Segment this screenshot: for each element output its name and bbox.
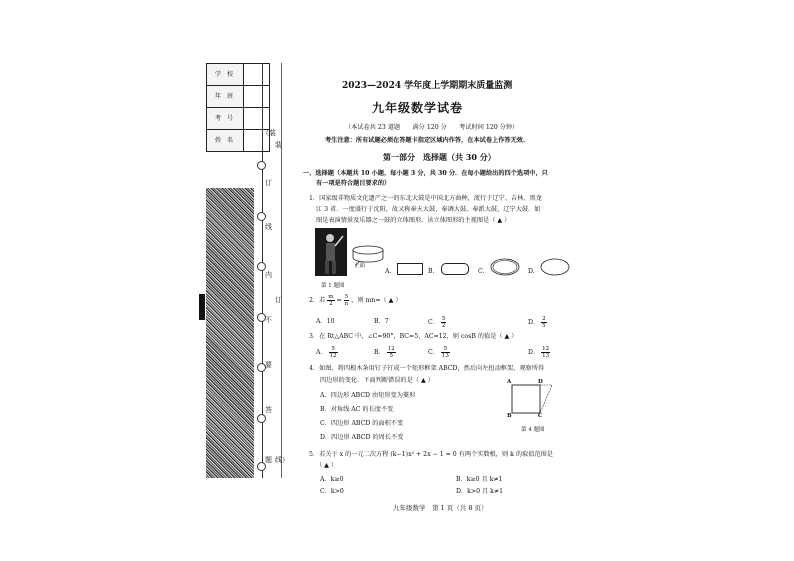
- q4-point-d: D: [538, 379, 543, 385]
- q3-option-a: [316, 346, 338, 359]
- q2-option-a: A．10: [316, 318, 335, 325]
- exam-meta: （本试卷共 23 道题 满分 120 分 考试时间 120 分钟）: [345, 124, 519, 131]
- q2-option-c-label: C．: [428, 319, 439, 326]
- q4-point-b: B: [507, 413, 512, 419]
- q3-option-b-fraction: [387, 346, 396, 359]
- seal-char: 线）: [275, 456, 289, 464]
- q1-option-c-double-ellipse-shape: [490, 258, 520, 276]
- fraction-numerator: 2: [542, 316, 546, 322]
- fraction-numerator: 5: [329, 346, 338, 353]
- exam-title: 2023—2024 学年度上学期期末质量监测: [342, 81, 513, 91]
- seal-char: 线: [265, 223, 272, 231]
- info-blank: [243, 64, 269, 85]
- fraction-numerator: 12: [542, 346, 550, 352]
- binding-line-inner: [281, 63, 282, 478]
- seal-char: 不: [265, 316, 272, 324]
- info-row-name: [207, 130, 269, 151]
- fraction-numerator: 12: [387, 346, 395, 352]
- binding-hole: [257, 212, 266, 221]
- scan-hatch-area: [206, 188, 254, 478]
- fraction-denominator: 12: [329, 353, 337, 359]
- q1-caption: 第 1 题图: [321, 283, 345, 289]
- q2-fraction-5-over-n: [344, 294, 350, 307]
- fraction-numerator: 5: [441, 316, 446, 322]
- q3-option-d-label: D．: [528, 349, 540, 356]
- fraction-numerator: 5: [441, 346, 450, 353]
- q5-option-d: D．k>0 且 k≠1: [456, 488, 504, 495]
- q1-option-a-label: A.: [385, 268, 392, 275]
- q4-caption: 第 4 题图: [521, 427, 545, 433]
- q2-stem: [309, 294, 402, 307]
- q1-option-a-rectangle-shape: [397, 263, 423, 275]
- seal-char: （装: [262, 129, 276, 137]
- q1-performer-photo: [315, 228, 347, 276]
- seal-char: 订: [275, 296, 282, 304]
- seal-char: 内: [265, 271, 272, 279]
- q5-line1: 5．若关于 x 的一元二次方程 (k−1)x² + 2x − 1 = 0 有两个实数根，则 k 的取值范围是: [309, 451, 553, 458]
- q5-option-b: B．k≥0 且 k≠1: [456, 476, 503, 483]
- fraction-denominator: n: [344, 301, 349, 307]
- q1-option-d-ellipse-shape: [540, 258, 570, 276]
- info-row-class: [207, 86, 269, 108]
- q2-option-d-label: D．: [528, 319, 540, 326]
- q4-line1: 4．如图，将四根木条用钉子钉成一个矩形框架 ABCD，然后向左扭动框架，观察所得: [309, 365, 545, 372]
- q1-option-c-label: C.: [478, 268, 485, 275]
- seal-char: 订: [265, 179, 272, 187]
- fraction-denominator: 13: [441, 353, 449, 359]
- seal-char: 要: [265, 361, 272, 369]
- info-blank: [243, 86, 269, 107]
- q3-option-d-fraction: [541, 346, 550, 359]
- q1-line2: 江 3 省．一度盛行于沈阳，故又称奉天大鼓，奉调大鼓，奉派大鼓，辽宁大鼓．如: [316, 206, 541, 213]
- q4-option-c: C．四边形 ABCD 的面积不变: [320, 420, 404, 427]
- q5-line2: （ ▲ ）: [316, 462, 338, 469]
- q3-option-c-fraction: [441, 346, 450, 359]
- q4-option-d: D．四边形 ABCD 的周长不变: [320, 434, 404, 441]
- fraction-numerator: 5: [344, 294, 349, 300]
- q2-option-d: [528, 316, 547, 329]
- fraction-denominator: 5: [542, 323, 546, 329]
- info-blank: [243, 108, 269, 129]
- q3-option-a-label: A．: [316, 349, 327, 356]
- seal-char: 答: [265, 406, 272, 414]
- info-row-exam-number: [207, 108, 269, 130]
- seal-char: 题: [265, 456, 272, 464]
- q2-fraction-m-over-2: [327, 294, 334, 307]
- scan-marker-bar: [199, 294, 205, 320]
- q1-option-b-label: B.: [428, 268, 435, 275]
- exam-subtitle: 九年级数学试卷: [372, 101, 464, 115]
- section-title: 第一部分 选择题（共 30 分）: [383, 152, 496, 162]
- info-label: 姓 名: [207, 130, 243, 151]
- q4-point-a: A: [507, 379, 512, 385]
- info-label: 考 号: [207, 108, 243, 129]
- q4-line2: 四边形的变化．下面判断错误的是（ ▲ ）: [320, 377, 434, 384]
- q1-line1: 1．国家级非物质文化遗产之一的东北大鼓是中国北方曲种，流行于辽宁、吉林、黑龙: [309, 195, 542, 202]
- q4-option-a: A．四边形 ABCD 由矩形变为菱形: [320, 392, 416, 399]
- q3-option-d: [528, 346, 550, 359]
- q3-option-b-label: B．: [374, 349, 385, 356]
- info-row-school: [207, 64, 269, 86]
- binding-hole: [257, 414, 266, 423]
- q4-point-c: C: [538, 413, 543, 419]
- q2-prefix: 2．若: [309, 297, 326, 304]
- q2-option-c: [428, 316, 446, 329]
- q2-option-d-fraction: [541, 316, 547, 329]
- fraction-denominator: 2: [329, 301, 333, 307]
- q5-option-a: A．k≥0: [320, 476, 344, 483]
- binding-hole: [257, 161, 266, 170]
- info-label: 年 班: [207, 86, 243, 107]
- exam-notice: 考生注意：所有试题必须在答题卡指定区域内作答，在本试卷上作答无效.: [325, 137, 526, 144]
- page-footer: 九年级数学 第 1 页（共 8 页）: [393, 504, 488, 512]
- q2-equals: =: [336, 297, 342, 304]
- q3-stem: 3．在 Rt△ABC 中，∠C=90°，BC=5，AC=12，则 cosB 的值是（ ▲ ）: [309, 333, 518, 340]
- q3-option-c-label: C．: [428, 349, 439, 356]
- q1-option-d-label: D.: [528, 268, 535, 275]
- seal-char: 装: [275, 141, 282, 149]
- q3-option-b: [374, 346, 396, 359]
- q4-option-b: B．对角线 AC 的长度不变: [320, 406, 394, 413]
- instruction-line2: 有一项是符合题目要求的）: [316, 180, 391, 187]
- fraction-denominator: 13: [542, 353, 550, 359]
- q2-option-c-fraction: [441, 316, 447, 329]
- info-label: 学 校: [207, 64, 243, 85]
- q1-front-label: 正面: [354, 263, 366, 269]
- instruction-line1: 一、选择题（本题共 10 小题，每小题 3 分，共 30 分．在每小题给出的四个选项中，只: [303, 170, 548, 177]
- q1-option-b-rounded-rectangle-shape: [441, 263, 469, 275]
- student-info-table: [206, 63, 270, 152]
- q5-option-c: C．k>0: [320, 488, 344, 495]
- q3-option-a-fraction: [329, 346, 338, 359]
- fraction-denominator: 2: [441, 323, 446, 329]
- q1-line3: 图是表演情景及乐器之一鼓的立体图形，该立体图形的主视图是（ ▲ ）: [316, 217, 511, 224]
- fraction-numerator: m: [328, 294, 334, 300]
- q3-option-c: [428, 346, 450, 359]
- q2-suffix: ，则 mn=（ ▲ ）: [351, 297, 402, 304]
- q2-option-b: B．7: [374, 318, 389, 325]
- fraction-denominator: 5: [389, 353, 393, 359]
